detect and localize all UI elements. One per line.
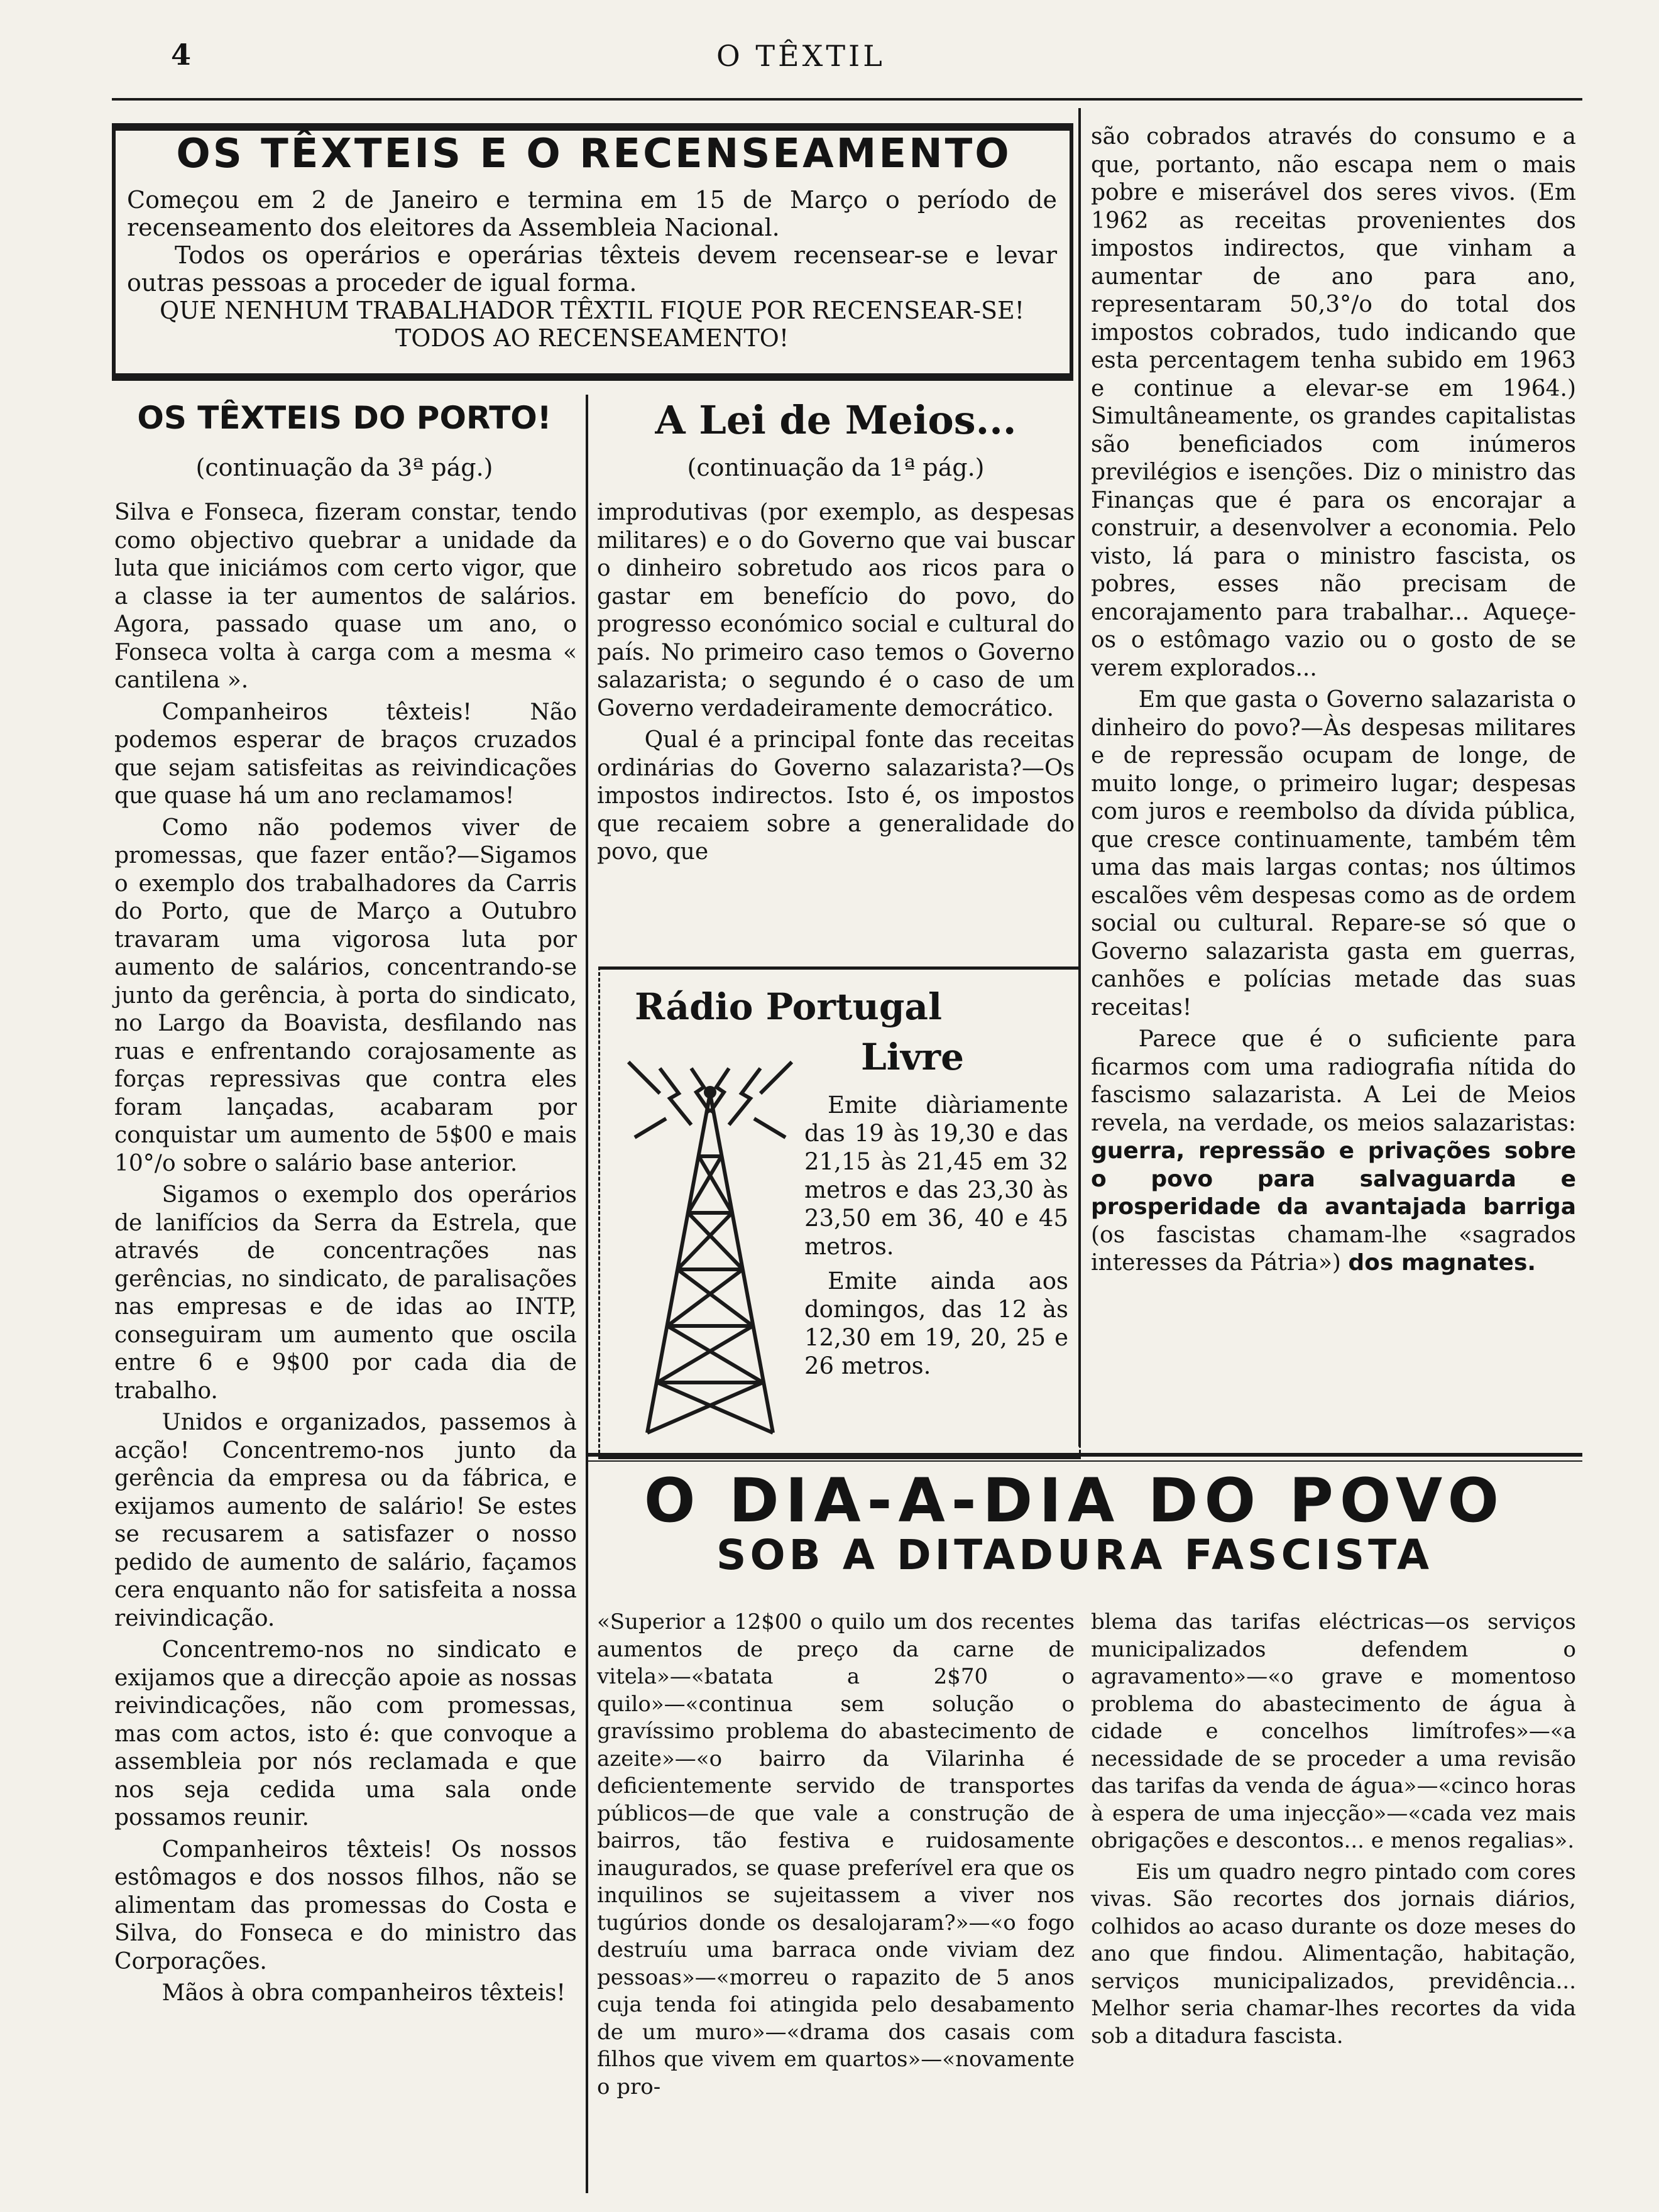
lei-right-body: [1091, 123, 1576, 1281]
porto-body: [114, 499, 577, 2012]
page-number: 4: [171, 38, 192, 72]
dia-paragraph: Eis um quadro negro pintado com cores vivas. São recortes dos jornais diários, colhidos ao acaso durante os doze meses do ano que findou. Alimentação, habitação, serviços municipalizados, previdência... Melhor seria chamar-lhes recortes da vida sob a ditadura fascista.: [1091, 1859, 1576, 2049]
lei-body: [597, 499, 1075, 870]
porto-paragraph: Como não podemos viver de promessas, que fazer então?—Sigamos o exemplo dos trabalhadores da Carris do Porto, que de Março a Outubro travaram uma vigorosa luta por aumento de salários, concentrando-se junto da gerência, à porta do sindicato, no Largo da Boavista, desfilando nas ruas e enfrentando corajosamente as forças repressivas que contra eles foram lançadas, acabaram por conquistar um aumento de 5$00 e mais 10°/o sobre o salário base anterior.: [114, 814, 577, 1176]
porto-paragraph: Companheiros têxteis! Os nossos estômagos e dos nossos filhos, não se alimentam das promessas do Costa e Silva, do Fonseca e do ministro das Corporações.: [114, 1836, 577, 1974]
radio-paragraph: Emite diàriamente das 19 às 19,30 e das 21,15 às 21,45 em 32 metros e das 23,30 às 23,50 em 36, 40 e 45 metros.: [804, 1092, 1068, 1260]
lei-paragraph: Qual é a principal fonte das receitas ordinárias do Governo salazarista?—Os impostos indirectos. Isto é, os impostos que recaiem sobre a generalidade do povo, que: [597, 727, 1075, 865]
notice-call: QUE NENHUM TRABALHADOR TÊXTIL FIQUE POR RECENSEAR-SE! TODOS AO RECENSEAMENTO!: [160, 297, 1024, 352]
lei-tail-text: (os fascistas chamam-lhe «sagrados interesses da Pátria»): [1091, 1222, 1576, 1276]
lei-closing-bold: dos magnates.: [1348, 1250, 1536, 1276]
porto-paragraph: Sigamos o exemplo dos operários de lanifícios da Serra da Estrela, que através de concentrações nas gerências, no sindicato, de paralisações nas empresas e de idas ao INTP, conseguiram um aumento que oscila entre 6 e 9$00 por cada dia de trabalho.: [114, 1182, 577, 1404]
porto-paragraph: Unidos e organizados, passemos à acção! Concentremo-nos junto da gerência da empresa ou da fábrica, e exijamos aumento de salário! Se estes se recusarem a satisfazer o nosso pedido de aumento de salário, façamos cera enquanto não for satisfeita a nossa reivindicação.: [114, 1410, 577, 1631]
radio-text: [804, 1091, 1068, 1380]
porto-title: OS TÊXTEIS DO PORTO!: [137, 400, 552, 436]
radio-name-line2: Livre: [861, 1036, 964, 1078]
lei-continuation: (continuação da 1ª pág.): [687, 454, 985, 481]
lei-bold-phrase: guerra, repressão e privações sobre o povo para salvaguarda e prosperidade da avantajada barriga: [1091, 1138, 1576, 1220]
notice-title: OS TÊXTEIS E O RECENSEAMENTO: [176, 131, 1012, 177]
dia-paragraph: «Superior a 12$00 o quilo um dos recentes aumentos de preço da carne de vitela»—«batata a 2$70 o quilo»—«continua sem solução o gravíssimo problema do abastecimento de azeite»—«o bairro da Vilarinha é deficientemente servido de transportes públicos—de que vale a construção de bairros, tão festiva e ruidosamente inaugurados, se quase preferível era que os inquilinos se sujeitassem a viver nos tugúrios donde os desalojaram?»—«o fogo destruíu uma barraca onde viviam dez pessoas»—«morreu o rapazito de 5 anos cuja tenda foi atingida pelo desabamento de um muro»—«drama dos casais com filhos que vivem em quartos»—«novamente o pro-: [597, 1609, 1075, 2100]
porto-paragraph: Mãos à obra companheiros têxteis!: [162, 1980, 566, 2006]
dia-title-line1: O DIA-A-DIA DO POVO: [643, 1465, 1506, 1536]
porto-paragraph: Silva e Fonseca, fizeram constar, tendo como objectivo quebrar a unidade da luta que iniciámos com certo vigor, que a classe ia ter aumentos de salários. Agora, passado quase um ano, o Fonseca volta à carga com a mesma « cantilena ».: [114, 500, 577, 693]
lei-paragraph: improdutivas (por exemplo, as despesas militares) e o do Governo que vai buscar o dinheiro sobretudo aos ricos para o gastar em benefício do povo, do progresso económico social e cultural do país. No primeiro caso temos o Governo salazarista; o segundo é o caso de um Governo verdadeiramente democrático.: [597, 500, 1075, 721]
radio-tower-icon: [622, 1043, 798, 1445]
newspaper-title: O TÊXTIL: [716, 39, 885, 73]
porto-continuation: (continuação da 3ª pág.): [195, 454, 493, 481]
lei-right-paragraph: Em que gasta o Governo salazarista o dinheiro do povo?—Às despesas militares e de repressão ocupam de longe, de muito longe, o primeiro lugar; despesas com juros e reembolso da dívida pública, que cresce continuamente, também têm uma das mais largas contas; nos últimos escalões vêm despesas como as de ordem social ou cultural. Repare-se só que o Governo salazarista gasta em guerras, canhões e polícias metade das suas receitas!: [1091, 687, 1576, 1021]
dia-col2: [1091, 1609, 1576, 2054]
radio-paragraph: Emite ainda aos domingos, das 12 às 12,30 em 19, 20, 25 e 26 metros.: [804, 1268, 1068, 1379]
dia-col1: [597, 1609, 1075, 2105]
porto-paragraph: Concentremo-nos no sindicato e exijamos que a direcção apoie as nossas reivindicações, não com promessas, mas com actos, isto é: que convoque a assembleia por nós reclamada e que nos seja cedida uma sala onde possamos reunir.: [114, 1637, 577, 1831]
notice-text: [127, 186, 1057, 352]
lei-right-lead: Parece que é o suficiente para ficarmos com uma radiografia nítida do fascismo salazarista. A Lei de Meios revela, na verdade, os meios salazaristas:: [1091, 1026, 1576, 1136]
dia-paragraph: blema das tarifas eléctricas—os serviços municipalizados defendem o agravamento»—«o grave e momentoso problema do abastecimento de água à cidade e concelhos limítrofes»—«a necessidade de se proceder a uma revisão das tarifas da venda de água»—«cinco horas à espera de uma injecção»—«cada vez mais obrigações e descontos... e menos regalias».: [1091, 1609, 1576, 1853]
section-rule: [588, 1460, 1582, 1462]
notice-paragraph: Começou em 2 de Janeiro e termina em 15 de Março o período de recenseamento dos eleitores da Assembleia Nacional.: [127, 186, 1057, 241]
column-rule: [586, 395, 588, 2193]
header-rule: [112, 98, 1582, 101]
lei-right-paragraph: são cobrados através do consumo e a que, portanto, não escapa nem o mais pobre e miserável dos seres vivos. (Em 1962 as receitas provenientes dos impostos indirectos, que vinham a aumentar de ano para ano, representaram 50,3°/o do total dos impostos cobrados, tudo indicando que esta percentagem tenha subido em 1963 e continue a elevar-se em 1964.) Simultâneamente, os grandes capitalistas são beneficiados com inúmeros previlégios e isenções. Diz o ministro das Finanças que é para os encorajar a construir, a desenvolver a economia. Pelo visto, lá para o ministro fascista, os pobres, esses não precisam de encorajamento para trabalhar... Aqueçe-os o estômago vazio ou o gosto de se verem explorados...: [1091, 124, 1576, 681]
radio-name-line1: Rádio Portugal: [635, 985, 943, 1028]
lei-title: A Lei de Meios...: [655, 397, 1017, 443]
lei-right-paragraph: [1091, 1026, 1576, 1278]
dia-title-line2: SOB A DITADURA FASCISTA: [716, 1531, 1433, 1579]
porto-paragraph: Companheiros têxteis! Não podemos esperar de braços cruzados que sejam satisfeitas as reivindicações que quase há um ano reclamamos!: [114, 699, 577, 809]
notice-paragraph: Todos os operários e operárias têxteis devem recensear-se e levar outras pessoas a proceder de igual forma.: [127, 241, 1057, 297]
